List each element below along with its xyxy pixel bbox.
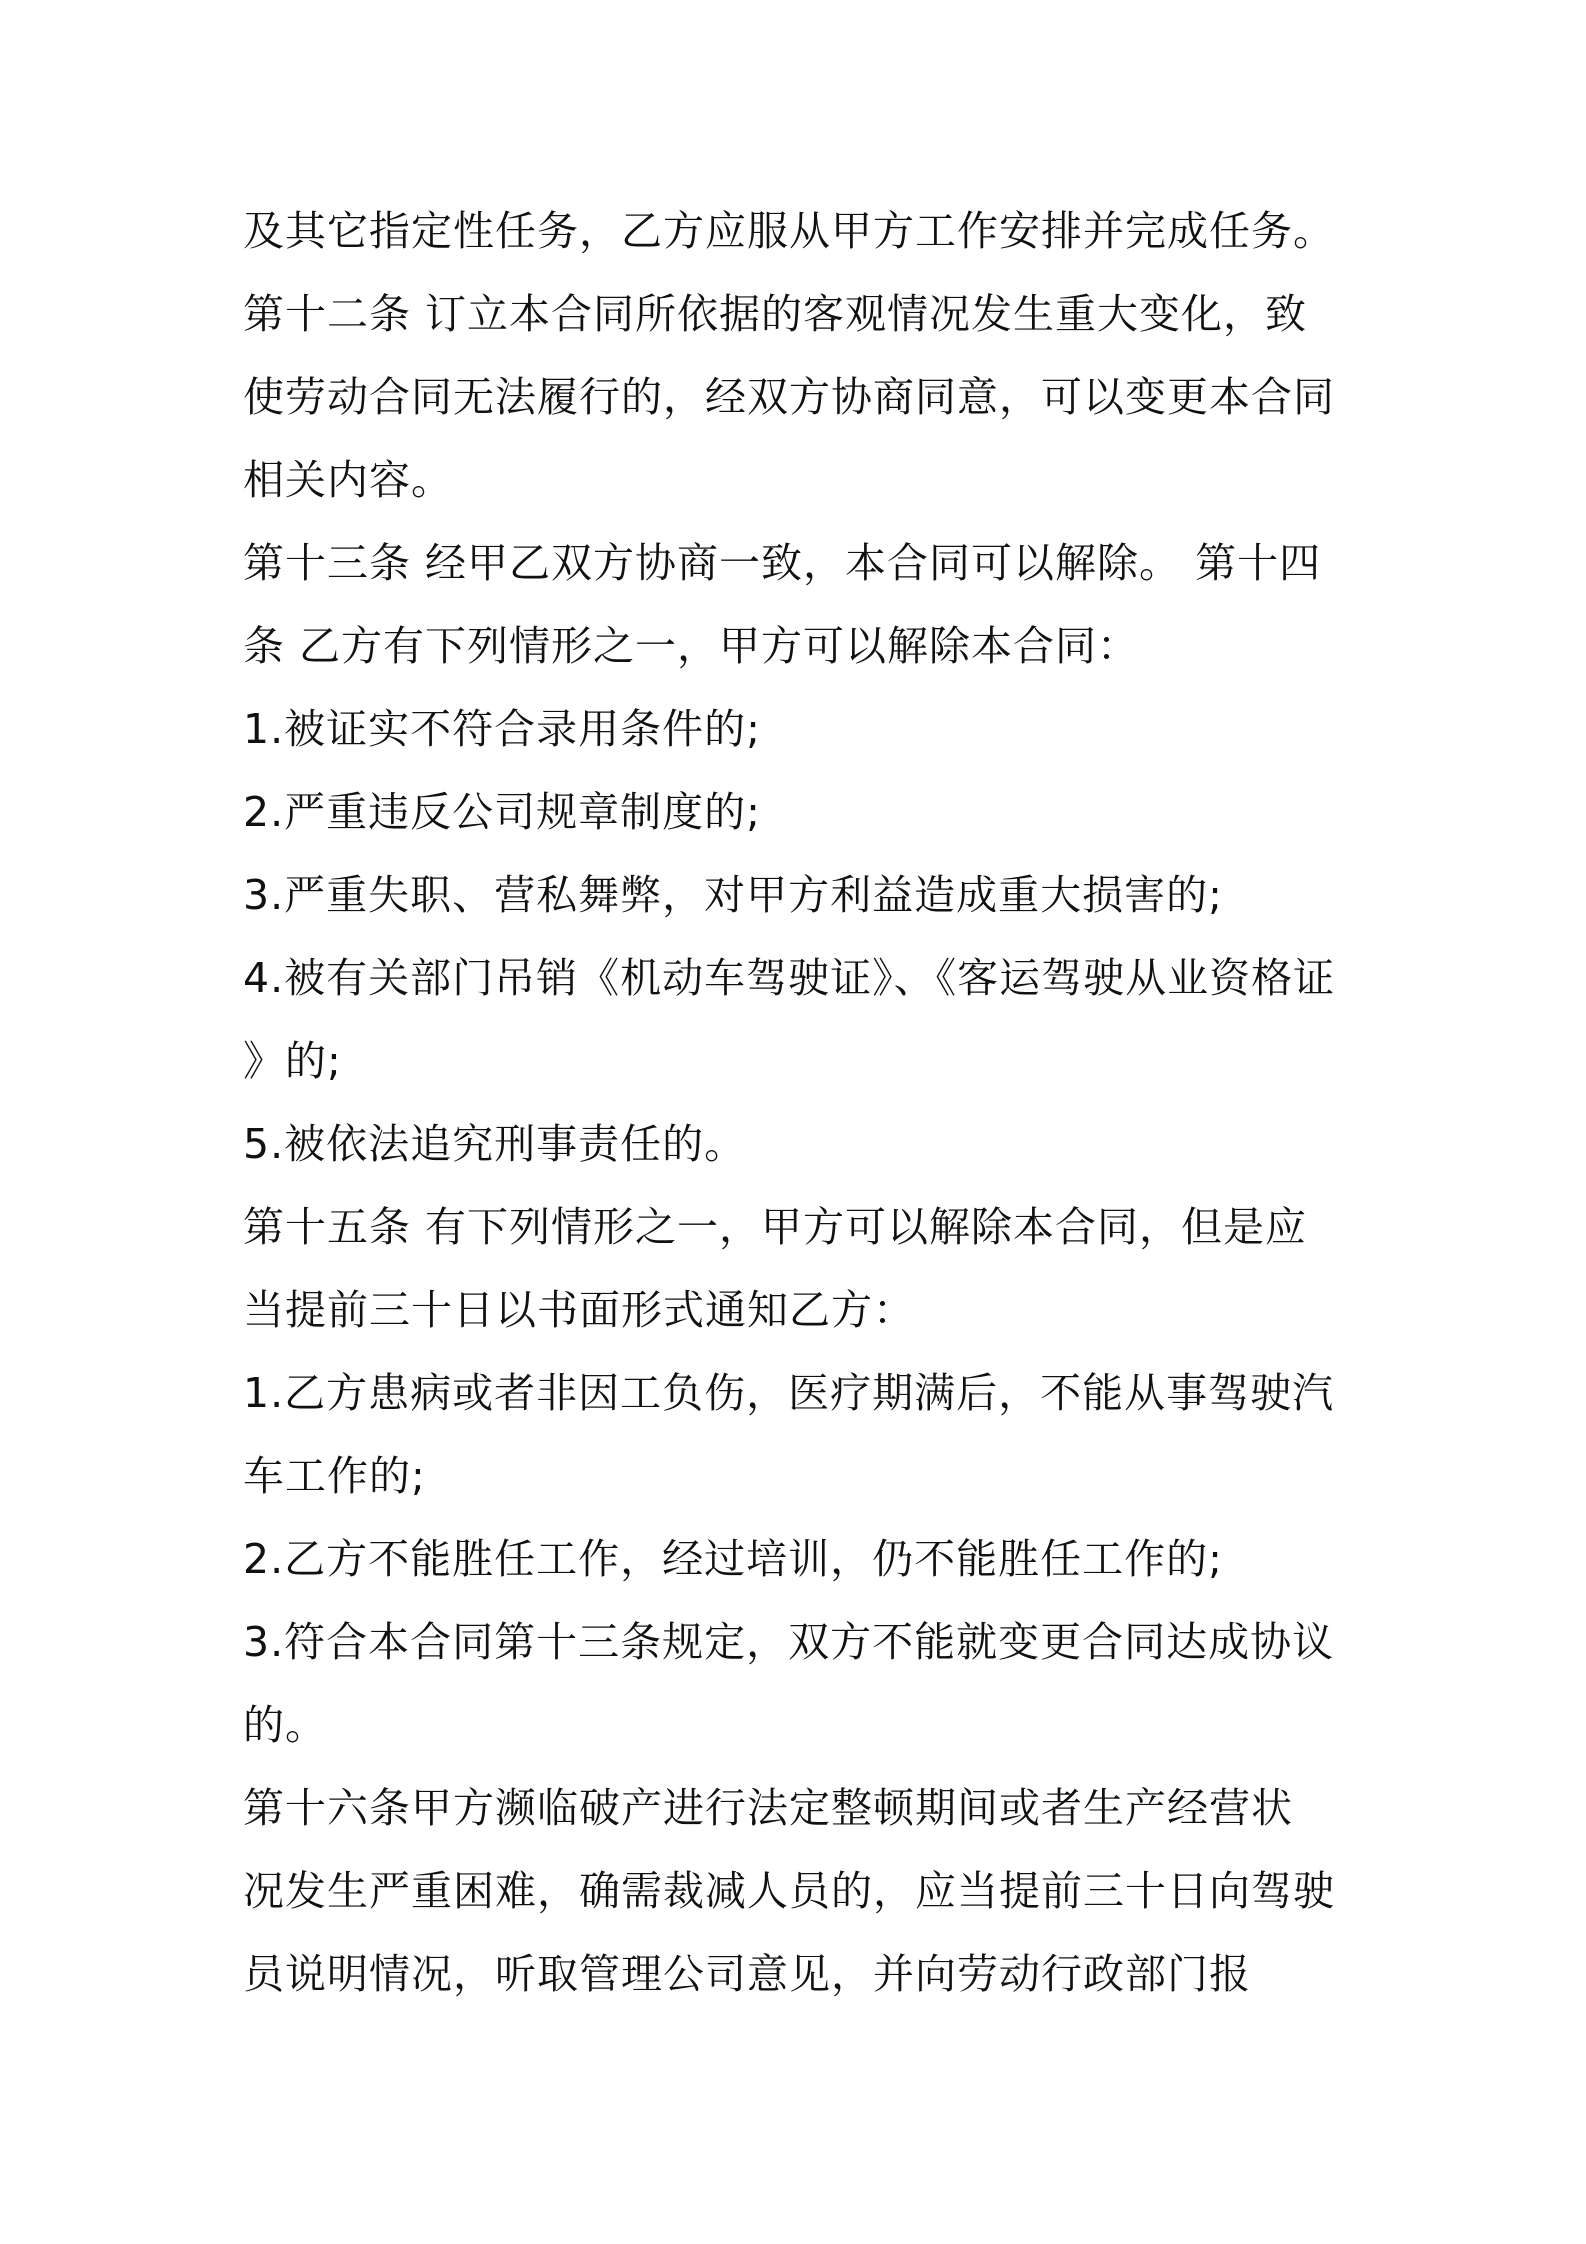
- text-line: 1.乙方患病或者非因工负伤，医疗期满后，不能从事驾驶汽: [243, 1369, 1335, 1417]
- text-line: 相关内容。: [243, 456, 453, 504]
- text-line: 的。: [243, 1701, 327, 1749]
- text-line: 5.被依法追究刑事责任的。: [243, 1120, 747, 1168]
- text-line: 况发生严重困难，确需裁减人员的，应当提前三十日向驾驶: [243, 1867, 1335, 1915]
- text-line: 第十二条 订立本合同所依据的客观情况发生重大变化，致: [243, 290, 1308, 338]
- document-body: [243, 190, 1353, 2016]
- text-line: 当提前三十日以书面形式通知乙方：: [243, 1286, 915, 1334]
- text-line: 及其它指定性任务，乙方应服从甲方工作安排并完成任务。: [243, 207, 1335, 255]
- text-line: 车工作的;: [243, 1452, 426, 1500]
- text-line: 1.被证实不符合录用条件的;: [243, 705, 761, 753]
- text-line: 3.符合本合同第十三条规定，双方不能就变更合同达成协议: [243, 1618, 1335, 1666]
- text-line: 条 乙方有下列情形之一，甲方可以解除本合同：: [243, 622, 1140, 670]
- text-line: 》的;: [243, 1037, 342, 1085]
- text-line: 3.严重失职、营私舞弊，对甲方利益造成重大损害的;: [243, 871, 1223, 919]
- text-line: 使劳动合同无法履行的，经双方协商同意，可以变更本合同: [243, 373, 1335, 421]
- text-line: 2.严重违反公司规章制度的;: [243, 788, 761, 836]
- text-line: 4.被有关部门吊销《机动车驾驶证》、《客运驾驶从业资格证: [243, 954, 1336, 1002]
- text-line: 2.乙方不能胜任工作，经过培训，仍不能胜任工作的;: [243, 1535, 1223, 1583]
- text-line: 第十六条甲方濒临破产进行法定整顿期间或者生产经营状: [243, 1784, 1293, 1832]
- text-line: 员说明情况，听取管理公司意见，并向劳动行政部门报: [243, 1950, 1251, 1998]
- text-line: 第十三条 经甲乙双方协商一致，本合同可以解除。 第十四: [243, 539, 1322, 587]
- text-line: 第十五条 有下列情形之一，甲方可以解除本合同，但是应: [243, 1203, 1308, 1251]
